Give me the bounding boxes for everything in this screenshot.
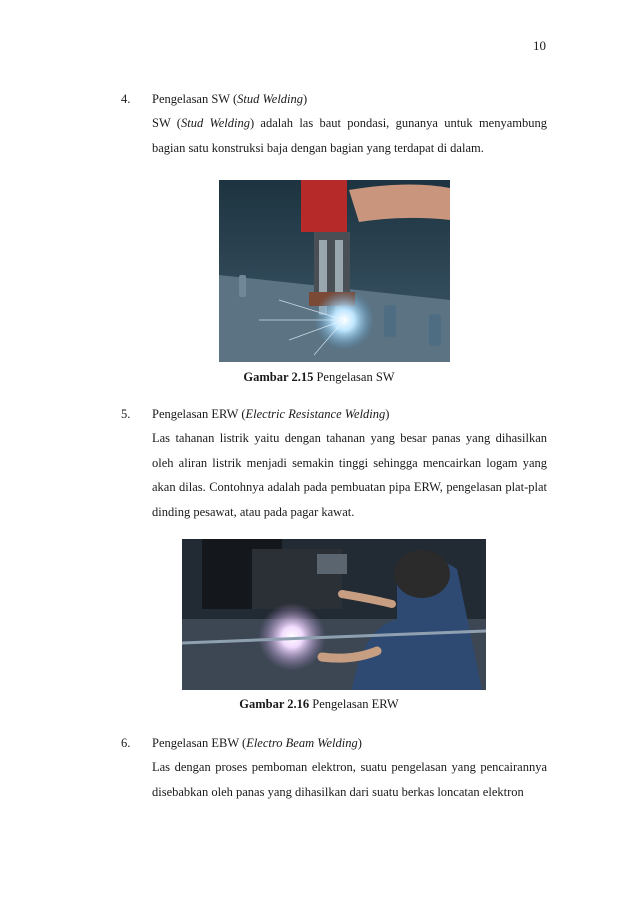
- item-title-stud-welding: Pengelasan SW (Stud Welding): [152, 92, 308, 106]
- paragraph-erw: Las tahanan listrik yaitu dengan tahanan yang besar panas yang dihasilkan oleh aliran listrik menjadi semakin tinggi sehingga mencairkan logam yang akan dilas. Contohnya adalah pada pembuatan pipa ERW, pengelasan plat-plat dinding pesawat, atau pada pagar kawat.: [152, 431, 547, 519]
- paragraph-ebw: Las dengan proses pemboman elektron, suatu pengelasan yang pencairannya disebabkan oleh panas yang dihasilkan dari suatu berkas loncatan elektron: [152, 760, 547, 799]
- figure-caption-2-16: Gambar 2.16 Pengelasan ERW: [239, 697, 399, 711]
- paragraph-stud-welding: SW (Stud Welding) adalah las baut pondasi, gunanya untuk menyambung bagian satu konstruksi baja dengan bagian yang terdapat di dalam.: [152, 116, 547, 155]
- item-title-erw: Pengelasan ERW (Electric Resistance Welding): [152, 407, 390, 421]
- stud-welding-photo: [219, 180, 450, 362]
- figure-caption-2-15: Gambar 2.15 Pengelasan SW: [243, 370, 395, 384]
- page-number: 10: [533, 38, 546, 53]
- item-title-ebw: Pengelasan EBW (Electro Beam Welding): [152, 736, 362, 750]
- item-number-4: 4.: [121, 92, 131, 106]
- item-number-5: 5.: [121, 407, 131, 421]
- item-number-6: 6.: [121, 736, 131, 750]
- erw-welding-photo: [182, 539, 486, 690]
